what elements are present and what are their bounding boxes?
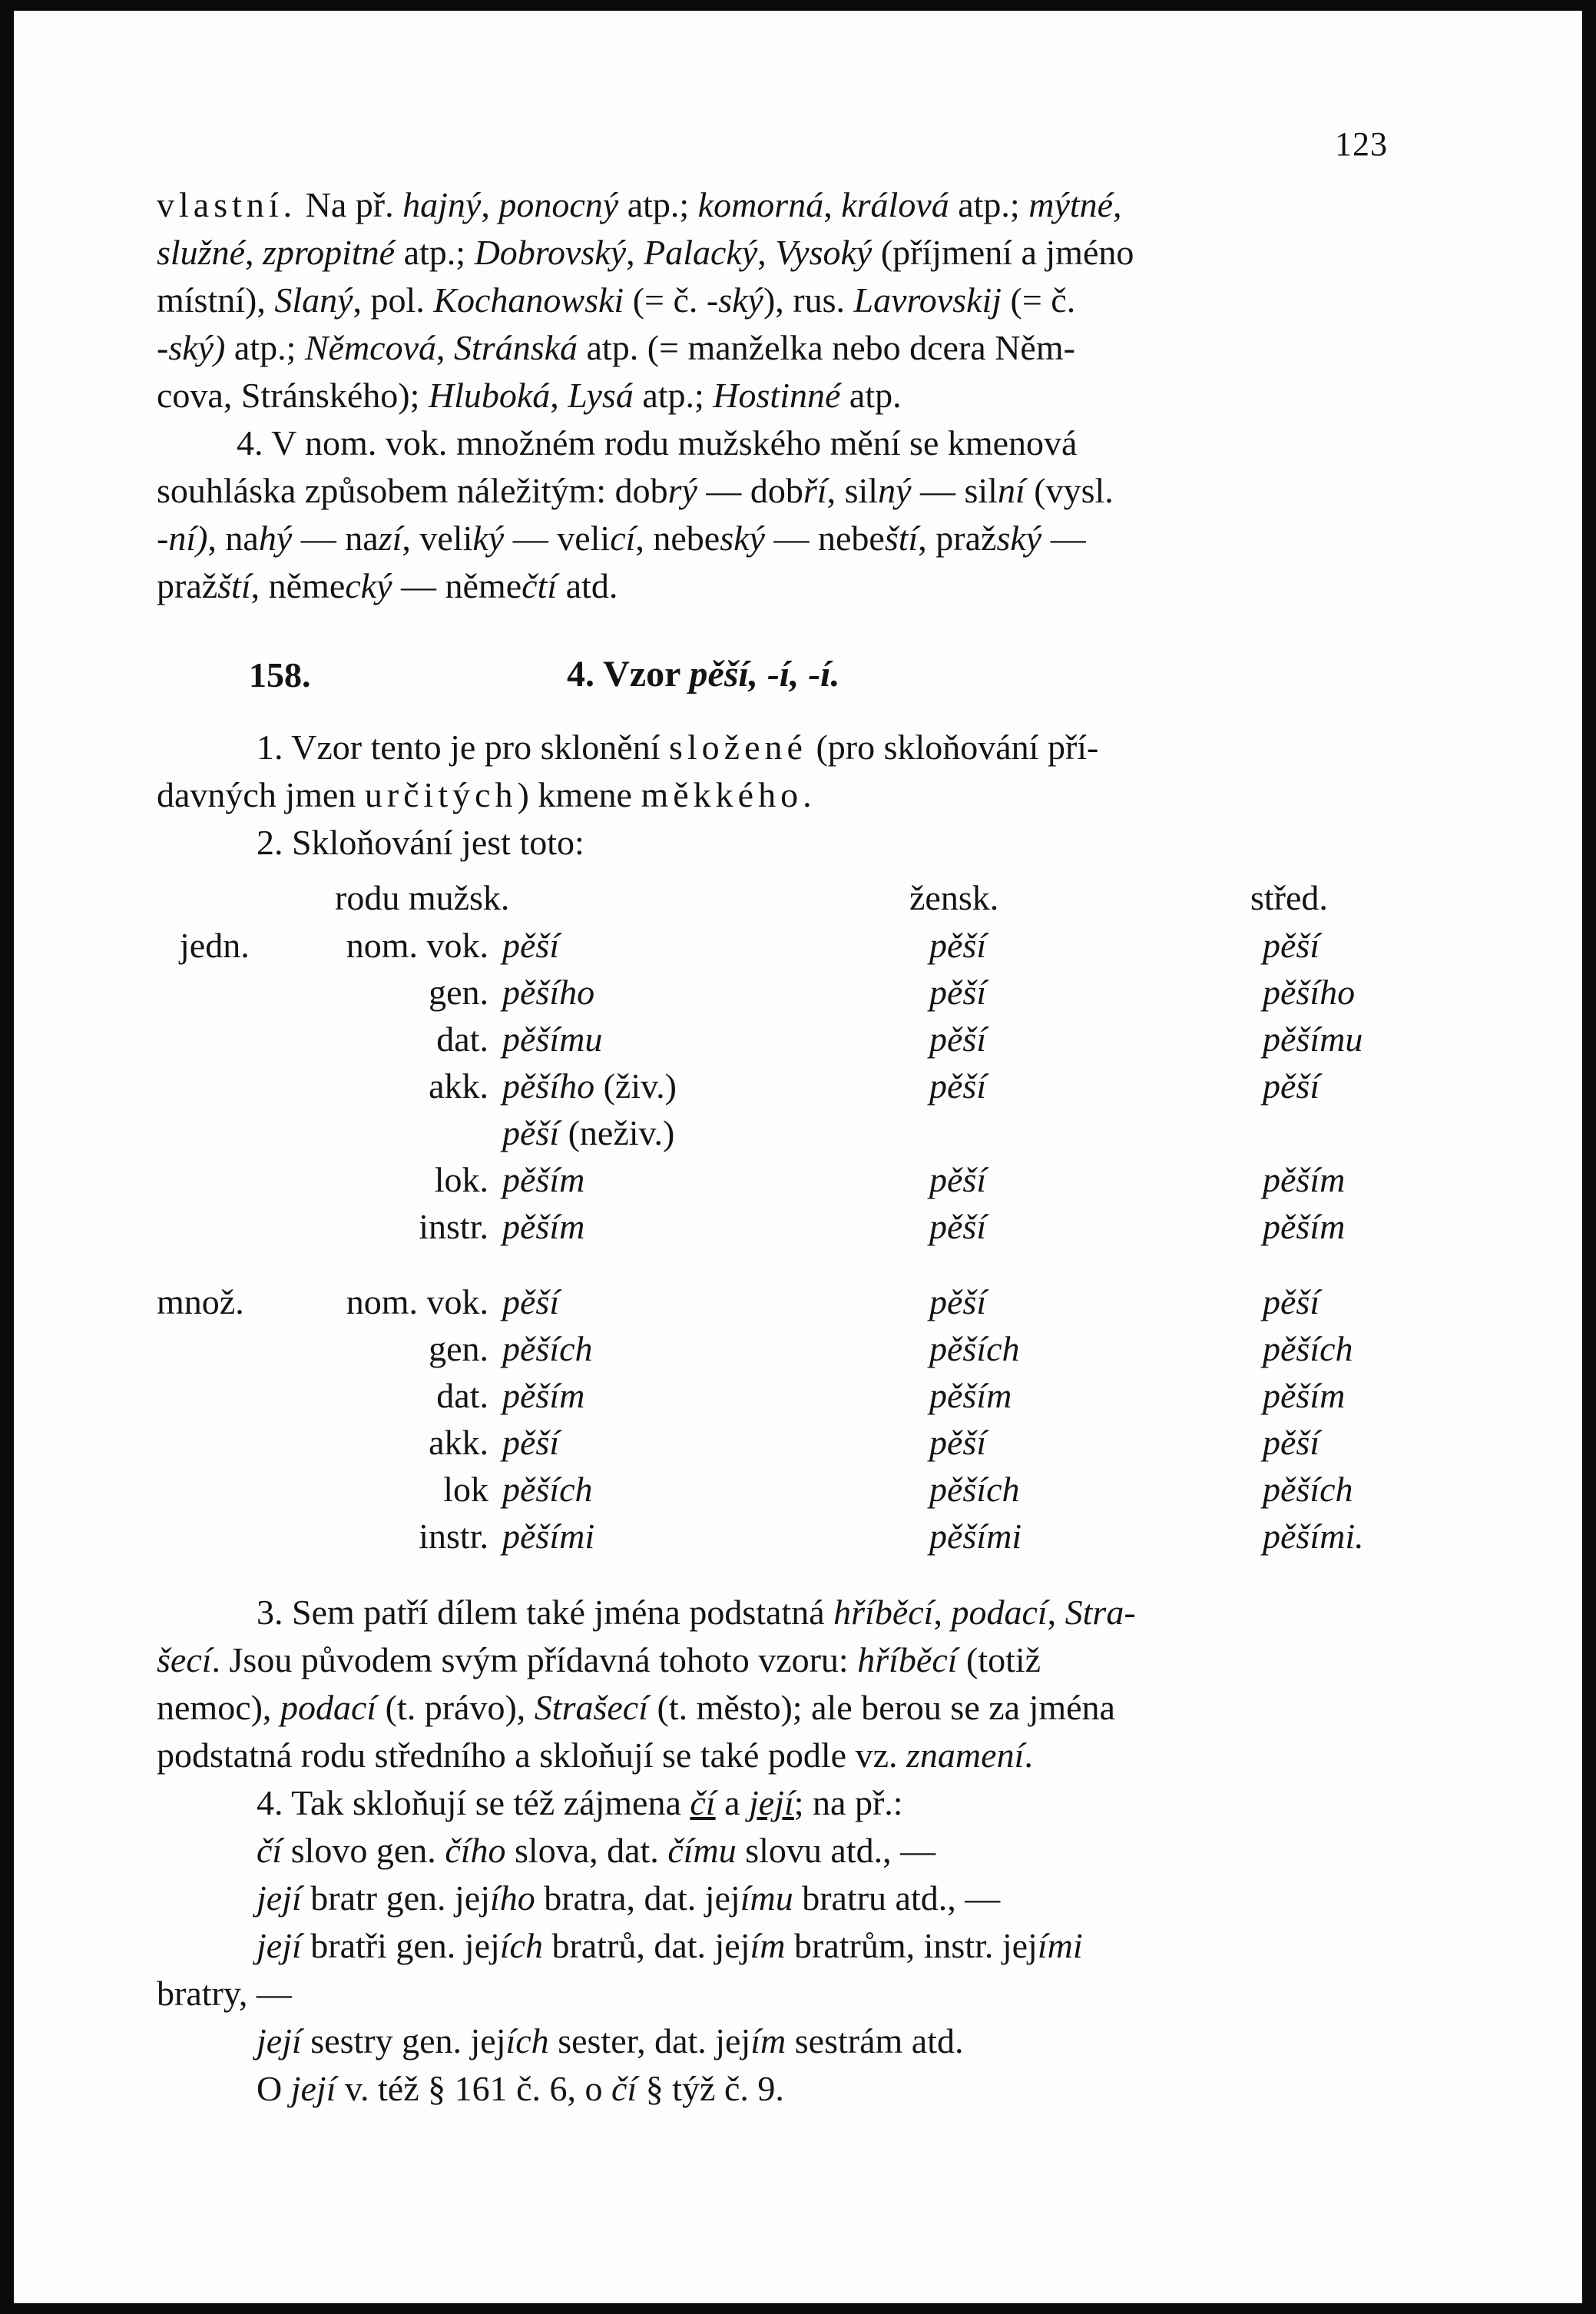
form-masculine <box>502 1066 677 1106</box>
form-neuter: pěších <box>1263 1329 1353 1368</box>
column-header-neuter: střed. <box>1250 878 1328 917</box>
text-line: podstatná rodu středního a skloňují se také podle vz. znamení. <box>157 1736 1033 1775</box>
text-line: místní), Slaný, pol. Kochanowski (= č. -ský), rus. Lavrovskij (= č. <box>157 280 1076 320</box>
text-line: její sestry gen. jejích sester, dat. jejím sestrám atd. <box>257 2021 964 2060</box>
case-label: akk. <box>429 1423 488 1462</box>
book-page <box>14 11 1582 2303</box>
text-line: 2. Skloňování jest toto: <box>257 823 584 862</box>
form-word: pěších <box>502 1329 593 1368</box>
form-neuter: pěšímu <box>1263 1019 1363 1059</box>
form-word: pěších <box>502 1470 593 1509</box>
form-masculine <box>502 1159 584 1200</box>
form-feminine: pěší <box>929 926 987 965</box>
case-label: gen. <box>429 1329 488 1368</box>
text-line: davných jmen určitých) kmene měkkého. <box>157 775 812 814</box>
form-neuter: pěší <box>1263 1282 1320 1321</box>
case-label: dat. <box>436 1376 488 1415</box>
case-label: gen. <box>429 973 488 1012</box>
form-note: (neživ.) <box>559 1113 675 1152</box>
text-line: nemoc), podací (t. právo), Strašecí (t. město); ale berou se za jména <box>157 1688 1115 1727</box>
form-feminine: pěší <box>929 973 987 1012</box>
form-word: pěším <box>502 1376 585 1415</box>
form-word: pěšími <box>502 1517 595 1556</box>
form-neuter: pěším <box>1263 1376 1346 1415</box>
form-word: pěší <box>502 1282 560 1321</box>
text-line: cova, Stránského); Hluboká, Lysá atp.; Hostinné atp. <box>157 376 902 415</box>
case-label: dat. <box>436 1019 488 1059</box>
text-line: 1. Vzor tento je pro sklonění složené (pro skloňování pří- <box>257 728 1099 767</box>
form-feminine: pěší <box>929 1160 987 1199</box>
text-line: -ský) atp.; Němcová, Stránská atp. (= manželka nebo dcera Něm- <box>157 328 1075 367</box>
case-label: instr. <box>419 1517 488 1556</box>
form-feminine: pěších <box>929 1470 1020 1509</box>
form-neuter: pěším <box>1263 1207 1346 1246</box>
form-feminine: pěší <box>929 1282 987 1321</box>
form-note: (živ.) <box>594 1066 677 1106</box>
form-masculine <box>502 972 594 1013</box>
text-line: 3. Sem patří dílem také jména podstatná hříběcí, podací, Stra- <box>257 1593 1136 1632</box>
form-neuter: pěších <box>1263 1470 1353 1509</box>
case-label: lok <box>443 1470 488 1509</box>
form-word: pěšího <box>502 1066 595 1106</box>
form-feminine: pěších <box>929 1329 1020 1368</box>
section-title: 4. Vzor pěší, -í, -í. <box>567 654 840 695</box>
form-masculine <box>502 1019 602 1059</box>
case-label: akk. <box>429 1066 488 1106</box>
case-label: nom. vok. <box>346 926 488 965</box>
form-neuter: pěší <box>1263 926 1320 965</box>
text-line: O její v. též § 161 č. 6, o čí § týž č. 9. <box>257 2069 784 2108</box>
text-line: 4. V nom. vok. množném rodu mužského mění se kmenová <box>237 423 1078 462</box>
form-neuter: pěšími. <box>1263 1517 1364 1556</box>
case-label: nom. vok. <box>346 1282 488 1321</box>
form-word: pěší <box>502 1423 560 1462</box>
text-line: bratry, — <box>157 1974 292 2013</box>
text-line: pražští, německý — němečtí atd. <box>157 566 618 605</box>
column-header-masculine: rodu mužsk. <box>335 878 510 917</box>
case-label: lok. <box>434 1160 488 1199</box>
form-feminine: pěším <box>929 1376 1012 1415</box>
text-line: služné, zpropitné atp.; Dobrovský, Palacký, Vysoký (příjmení a jméno <box>157 233 1134 272</box>
text-line: souhláska způsobem náležitým: dobrý — dobří, silný — silní (vysl. <box>157 471 1114 510</box>
form-feminine: pěší <box>929 1423 987 1462</box>
form-neuter: pěší <box>1263 1066 1320 1106</box>
form-masculine <box>502 1469 593 1510</box>
form-word: pěší <box>502 926 560 965</box>
page-number: 123 <box>1335 125 1388 163</box>
column-header-feminine: žensk. <box>909 878 999 917</box>
form-masculine <box>502 1112 674 1153</box>
text-line: -ní), nahý — nazí, veliký — velicí, nebeský — nebeští, pražský — <box>157 519 1086 558</box>
form-masculine <box>502 1422 559 1463</box>
form-word: pěšího <box>502 973 595 1012</box>
form-word: pěší <box>502 1113 560 1152</box>
number-label-singular: jedn. <box>180 926 250 965</box>
form-neuter: pěšího <box>1263 973 1356 1012</box>
text-line: její bratři gen. jejích bratrů, dat. jejím bratrům, instr. jejími <box>257 1926 1083 1965</box>
form-feminine: pěší <box>929 1207 987 1246</box>
text-line: vlastní. Na př. hajný, ponocný atp.; komorná, králová atp.; mýtné, <box>157 185 1122 224</box>
form-masculine <box>502 1516 594 1556</box>
form-feminine: pěšími <box>929 1517 1022 1556</box>
text-line: 4. Tak skloňují se též zájmena čí a její; na př.: <box>257 1783 903 1822</box>
form-word: pěším <box>502 1207 585 1246</box>
form-masculine <box>502 1206 584 1247</box>
form-word: pěšímu <box>502 1019 603 1059</box>
form-word: pěším <box>502 1160 585 1199</box>
case-label: instr. <box>419 1207 488 1246</box>
form-neuter: pěší <box>1263 1423 1320 1462</box>
section-number: 158. <box>249 655 311 695</box>
form-neuter: pěším <box>1263 1160 1346 1199</box>
text-line: šecí. Jsou původem svým přídavná tohoto vzoru: hříběcí (totiž <box>157 1640 1041 1679</box>
text-line: její bratr gen. jejího bratra, dat. jejímu bratru atd., — <box>257 1878 1001 1918</box>
form-masculine <box>502 925 559 966</box>
form-masculine <box>502 1281 559 1322</box>
form-feminine: pěší <box>929 1066 987 1106</box>
form-masculine <box>502 1375 584 1416</box>
form-masculine <box>502 1328 593 1369</box>
form-feminine: pěší <box>929 1019 987 1059</box>
number-label-plural: množ. <box>157 1282 244 1321</box>
text-line: čí slovo gen. čího slova, dat. čímu slovu atd., — <box>257 1831 936 1870</box>
